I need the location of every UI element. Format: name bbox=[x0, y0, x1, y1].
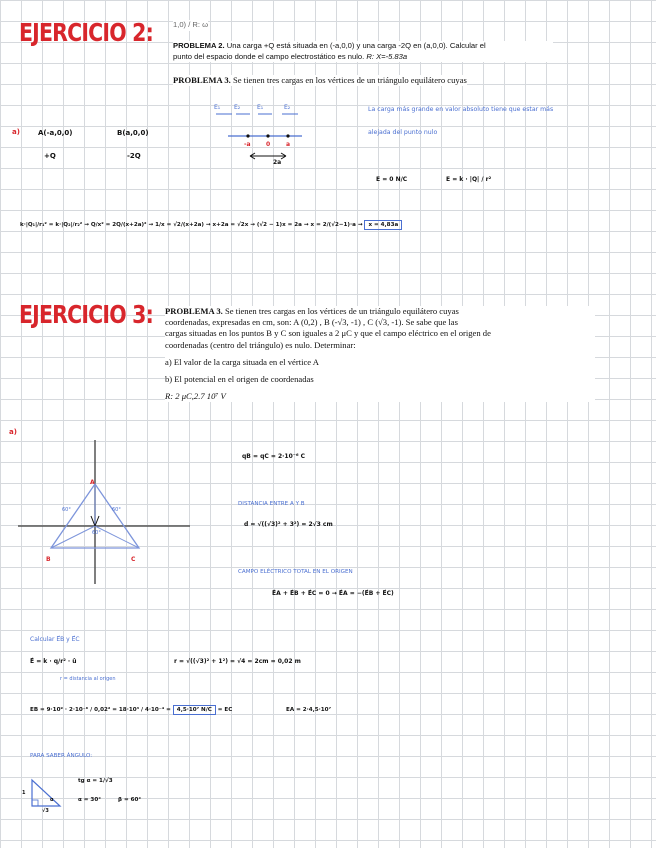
ej2-main-eq-text: k·|Q₁|/r₁² = k·|Q₂|/r₂² → Q/x² = 2Q/(x+2a)² → 1/x = √2/(x+2a) → x+2a = √2x → (√2 − 1)x = 2a → x = 2/(√2−1)·a → bbox=[20, 222, 363, 228]
ej3-eb-eq: EB = 9·10⁹ · 2·10⁻⁶ / 0,02² = 18·10³ / 4·10⁻⁴ = bbox=[30, 707, 171, 713]
ej3-r-eq: r = √((√3)² + 1²) = √4 = 2cm = 0,02 m bbox=[174, 658, 301, 665]
ej2-charge-a: +Q bbox=[44, 152, 56, 160]
angle-label-1: 60° bbox=[62, 507, 71, 513]
ej2-problem-2-text: Una carga +Q está situada en (-a,0,0) y una carga -2Q en (a,0,0). Calcular el bbox=[226, 41, 486, 50]
ej2-part-a-label: a) bbox=[12, 128, 20, 136]
ej2-problem-2-label: PROBLEMA 2. bbox=[173, 41, 225, 50]
ej3-problem-line-2: coordenadas, expresadas en cm, son: A (0,2) , B (-√3, -1) , C (√3, -1). Se sabe que las bbox=[165, 317, 458, 328]
axis-tick-zero: 0 bbox=[266, 141, 271, 148]
ej2-axis-diagram bbox=[210, 100, 320, 170]
ej3-small-triangle bbox=[26, 776, 66, 812]
ej3-ea-eq: EA = 2·4,5·10⁷ bbox=[286, 707, 332, 713]
axis-label-e1a: E₁ bbox=[214, 104, 221, 111]
exercise-2-title: EJERCICIO 2: bbox=[19, 18, 153, 47]
ej3-calc-note: r = distancia al origen bbox=[60, 676, 116, 682]
ej2-result-box: x = 4,83a bbox=[364, 220, 402, 230]
small-tri-alpha: α bbox=[50, 797, 54, 803]
angle-label-3: 60° bbox=[92, 530, 101, 536]
axis-tick-a: a bbox=[286, 141, 291, 148]
ej2-problem-3-text: Se tienen tres cargas en los vértices de un triángulo equilátero cuyas bbox=[232, 75, 467, 85]
ej3-distance-title: DISTANCIA ENTRE A Y B bbox=[238, 501, 305, 507]
exercise-3-title: EJERCICIO 3: bbox=[19, 300, 153, 329]
ej3-problem-line-3: cargas situadas en los puntos B y C son iguales a 2 μC y que el campo eléctrico en el origen de bbox=[165, 328, 491, 339]
ej3-alpha-eq: α = 30° bbox=[78, 797, 102, 803]
ej3-answer: R: 2 μC,2.7 10⁷ V bbox=[165, 391, 226, 402]
vertex-label-c: C bbox=[131, 556, 136, 563]
axis-label-e1b: E₁ bbox=[257, 104, 264, 111]
axis-tick-minus-a: -a bbox=[244, 141, 251, 148]
ej3-tg-eq: tg α = 1/√3 bbox=[78, 778, 113, 784]
ej2-note-line1: La carga más grande en valor absoluto tiene que estar más bbox=[368, 106, 554, 113]
ej3-distance-eq: d = √((√3)² + 3²) = 2√3 cm bbox=[244, 521, 333, 528]
ej2-problem-2-answer: R: X=-5.83a bbox=[366, 51, 408, 61]
axis-label-e2b: E₂ bbox=[284, 104, 291, 111]
axis-distance-label: 2a bbox=[273, 159, 282, 166]
ej2-eq-e0: E = 0 N/C bbox=[376, 176, 408, 183]
ej3-eq-charges: qB = qC = 2·10⁻⁶ C bbox=[242, 453, 306, 460]
ej3-problem-label: PROBLEMA 3. bbox=[165, 306, 223, 316]
ej3-angle-title: PARA SABER ÁNGULO: bbox=[30, 753, 93, 759]
ej2-eq-ek: E = k · |Q| / r² bbox=[446, 176, 492, 183]
ej2-problem-2 bbox=[173, 41, 553, 62]
ej2-note-line2: alejada del punto nulo bbox=[368, 129, 438, 136]
ej3-eb-eq-ec: = EC bbox=[217, 707, 233, 713]
vertex-label-a: A bbox=[90, 479, 95, 486]
ej2-problem-2-line2: punto del espacio donde el campo electrostático es nulo. bbox=[173, 51, 365, 61]
ej2-problem-3-heading bbox=[173, 75, 467, 86]
ej3-part-a-label: a) bbox=[9, 428, 17, 436]
ej2-charge-b: -2Q bbox=[127, 152, 141, 160]
ej3-problem-line-4: coordenadas (centro del triángulo) es nulo. Determinar: bbox=[165, 339, 356, 350]
ej3-field-eq: E⃗A + E⃗B + E⃗C = 0 → E⃗A = −(E⃗B + E⃗C) bbox=[272, 590, 394, 597]
ej3-eb-result-box: 4,5·10⁷ N/C bbox=[173, 705, 216, 715]
ej2-problem-3-label: PROBLEMA 3. bbox=[173, 75, 231, 85]
vertex-label-b: B bbox=[46, 556, 51, 563]
ej2-coord-a: A(-a,0,0) bbox=[38, 129, 73, 137]
ej3-question-b: b) El potencial en el origen de coordenadas bbox=[165, 374, 314, 385]
ej3-problem-line-1: PROBLEMA 3. Se tienen tres cargas en los vértices de un triángulo equilátero cuyas bbox=[165, 306, 459, 316]
ej3-question-a: a) El valor de la carga situada en el vértice A bbox=[165, 356, 319, 367]
ej3-calc-title: Calcular E⃗B y E⃗C bbox=[30, 636, 80, 643]
axis-label-e2a: E₂ bbox=[234, 104, 241, 111]
small-tri-side-sqrt3: √3 bbox=[42, 808, 49, 814]
ej3-calc-eq: E⃗ = k · q/r² · û bbox=[30, 658, 77, 665]
ej3-eb-line bbox=[30, 707, 232, 713]
ej3-beta-eq: β = 60° bbox=[118, 797, 142, 803]
ej3-triangle-diagram bbox=[14, 436, 194, 586]
ej2-main-equation bbox=[20, 222, 402, 228]
small-tri-side-1: 1 bbox=[22, 790, 26, 796]
ej3-problem-statement bbox=[165, 306, 595, 402]
ej2-coord-b: B(a,0,0) bbox=[117, 129, 149, 137]
angle-label-2: 60° bbox=[112, 507, 121, 513]
ej3-field-title: CAMPO ELÉCTRICO TOTAL EN EL ORIGEN bbox=[238, 569, 353, 575]
ej2-top-line: 1,0) / R: ω bbox=[173, 20, 209, 29]
